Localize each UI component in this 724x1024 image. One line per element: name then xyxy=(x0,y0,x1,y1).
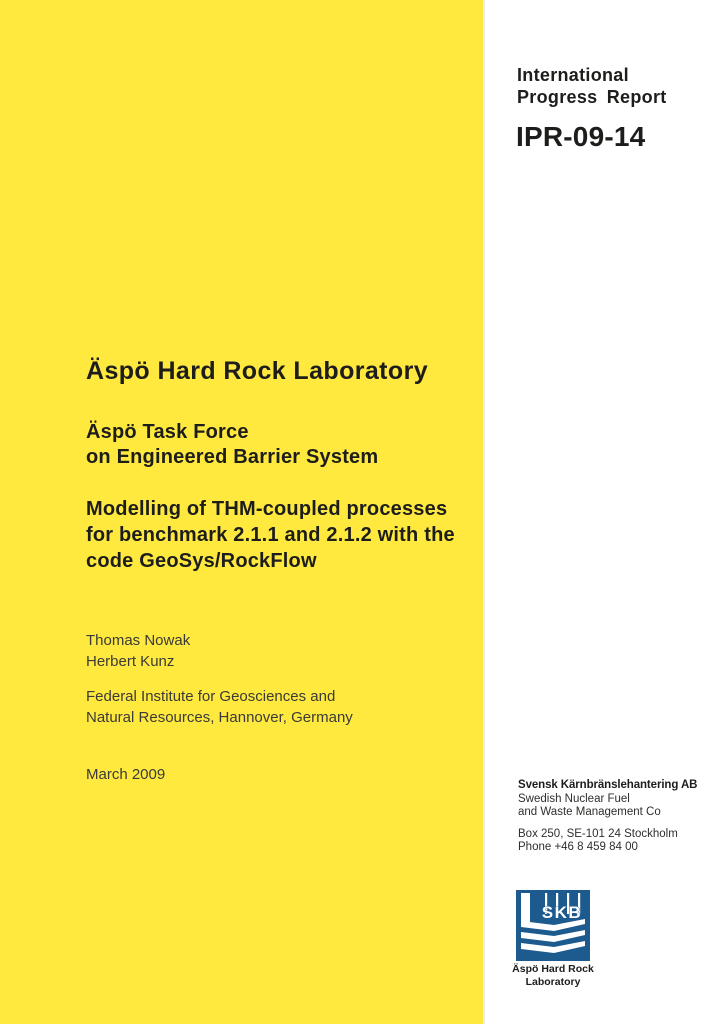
skb-logo-icon xyxy=(516,890,590,961)
logo-caption-line1: Äspö Hard Rock xyxy=(512,963,594,975)
publisher-name-en-line1: Swedish Nuclear Fuel xyxy=(518,792,630,805)
lab-title: Äspö Hard Rock Laboratory xyxy=(86,357,429,385)
publisher-name-en-line2: and Waste Management Co xyxy=(518,806,661,818)
publisher-address-line1: Box 250, SE-101 24 Stockholm xyxy=(518,827,678,840)
publication-date: March 2009 xyxy=(86,766,166,783)
logo-caption xyxy=(508,963,598,988)
report-type-line2: Progress Report xyxy=(517,87,667,107)
program-title-line2: on Engineered Barrier System xyxy=(86,446,379,468)
affiliation-line1: Federal Institute for Geosciences and xyxy=(86,688,336,705)
logo-caption-line2: Laboratory xyxy=(525,975,581,988)
report-title-line3: code GeoSys/RockFlow xyxy=(86,550,317,572)
report-title xyxy=(86,496,455,574)
report-type-line1: International xyxy=(517,65,629,85)
program-title xyxy=(86,420,378,470)
program-title-line1: Äspö Task Force xyxy=(86,421,249,443)
report-title-line1: Modelling of THM-coupled processes xyxy=(86,498,448,520)
affiliation-line2: Natural Resources, Hannover, Germany xyxy=(86,709,353,726)
authors xyxy=(86,631,190,672)
publisher-name: Svensk Kärnbränslehantering AB xyxy=(518,779,698,791)
report-title-line2: for benchmark 2.1.1 and 2.1.2 with the xyxy=(86,524,455,546)
author-name: Herbert Kunz xyxy=(86,652,175,670)
publisher-info xyxy=(518,779,697,855)
report-number: IPR-09-14 xyxy=(516,121,646,152)
publisher-phone: Phone +46 8 459 84 00 xyxy=(518,841,638,853)
report-type-label xyxy=(517,64,667,108)
affiliation xyxy=(86,686,353,728)
skb-logo-text: SKB xyxy=(541,903,583,922)
author-name: Thomas Nowak xyxy=(86,632,191,649)
